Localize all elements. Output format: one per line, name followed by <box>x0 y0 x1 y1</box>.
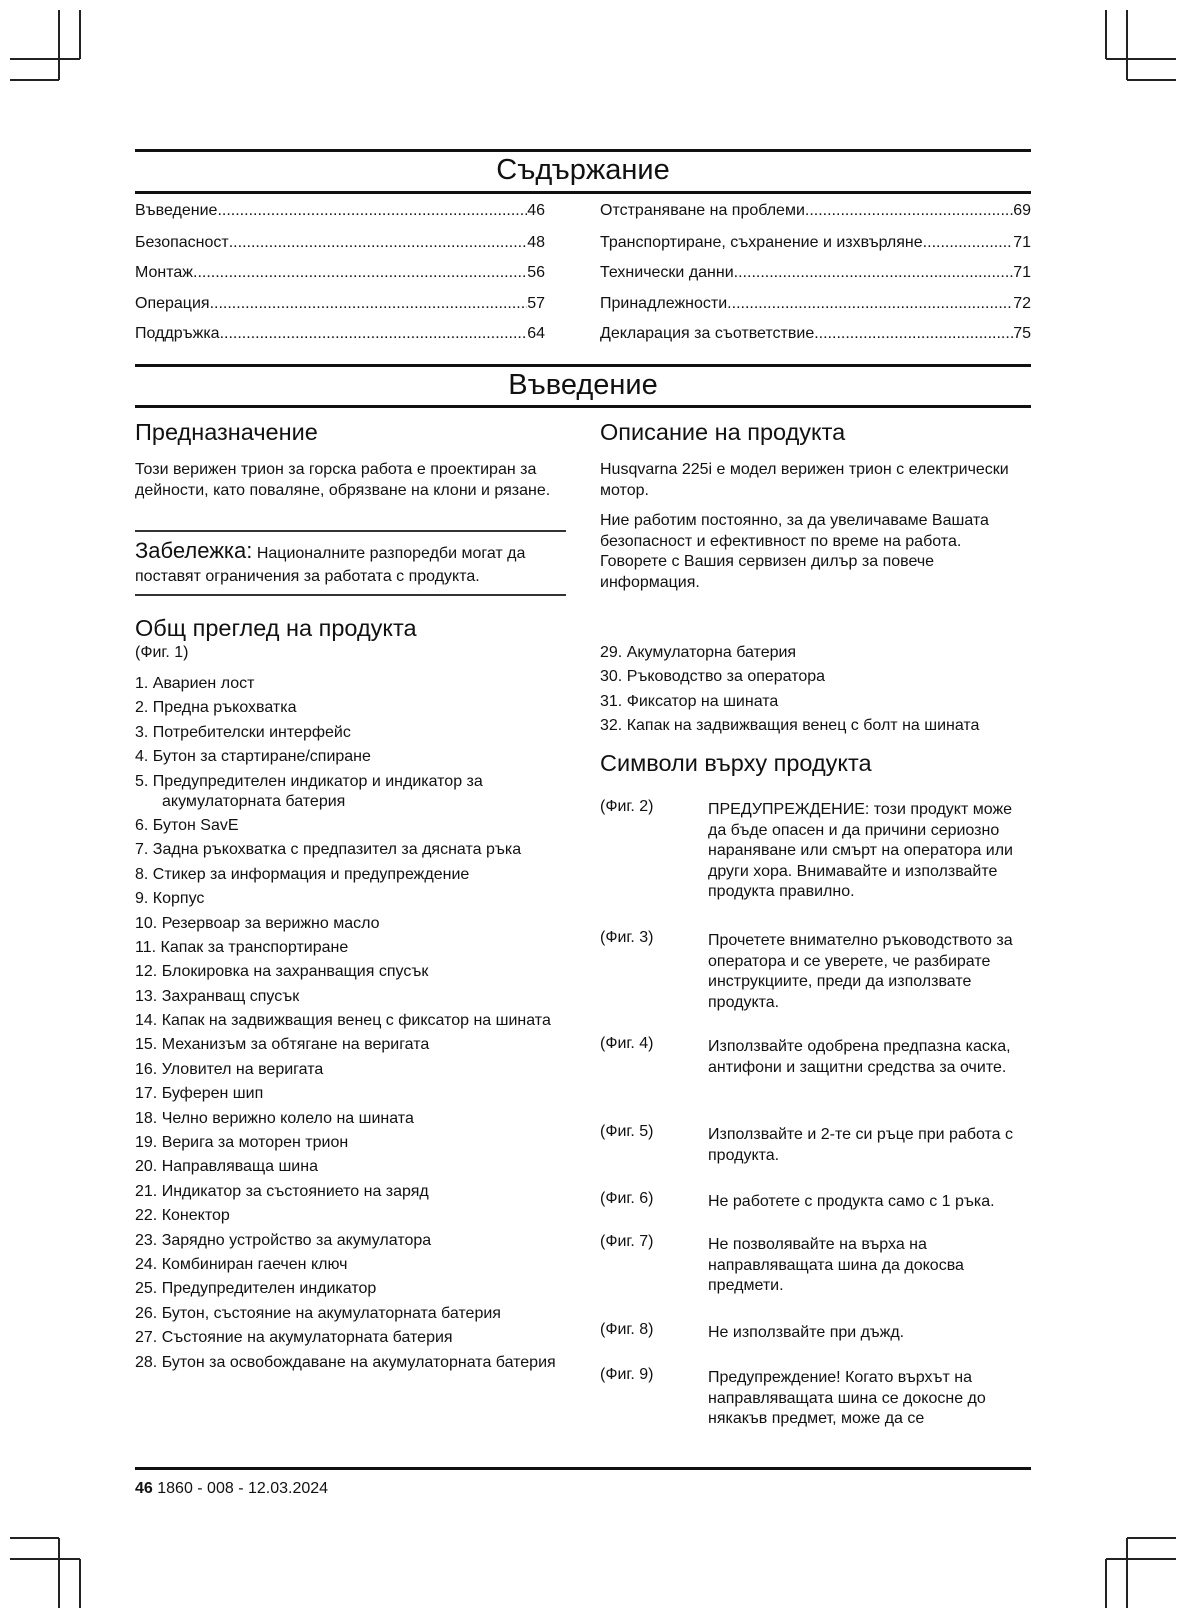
symbol-description: Прочетете внимателно ръководството за оператора и се уверете, че разбирате инструкциите, преди да използвате продукта. <box>708 932 1013 1011</box>
toc-page: 75 <box>1013 325 1031 342</box>
list-item: 23. Зарядно устройство за акумулатора <box>135 1231 432 1249</box>
symbol-fig-ref: (Фиг. 7) <box>600 1233 654 1250</box>
toc-label: Принадлежности <box>600 295 728 312</box>
toc-page: 46 <box>527 202 545 219</box>
symbol-fig-ref: (Фиг. 9) <box>600 1366 654 1383</box>
list-item: 19. Верига за моторен трион <box>135 1134 349 1152</box>
list-item: 1. Авариен лост <box>135 675 255 692</box>
toc-label: Въведение <box>135 202 218 219</box>
toc-entry[interactable] <box>600 264 1031 282</box>
toc-entry[interactable] <box>600 295 1031 313</box>
list-item: 28. Бутон за освобождаване на акумулаторната батерия <box>135 1353 556 1371</box>
list-item: 10. Резервоар за верижно масло <box>135 914 380 932</box>
list-item: 31. Фиксатор на шината <box>600 692 779 710</box>
toc-label: Безопасност <box>135 234 229 251</box>
list-item: 7. Задна ръкохватка с предпазител за дясната ръка <box>135 841 522 859</box>
description-text-1: Husqvarna 225i е модел верижен трион с електрически мотор. <box>600 461 1009 499</box>
symbol-description: Не позволявайте на върха на направляващата шина да докосва предмети. <box>708 1236 964 1294</box>
symbol-description: Не работете с продукта само с 1 ръка. <box>708 1193 995 1210</box>
toc-page: 69 <box>1013 202 1031 219</box>
toc-entry[interactable] <box>600 234 1031 252</box>
parts-list <box>135 674 565 1377</box>
symbol-description: Използвайте и 2-те си ръце при работа с продукта. <box>708 1126 1014 1164</box>
note-text: Националните разпоредби могат да поставят ограничения за работата с продукта. <box>135 545 526 585</box>
list-item: 24. Комбиниран гаечен ключ <box>135 1255 348 1273</box>
list-item: 16. Уловител на веригата <box>135 1060 324 1078</box>
divider <box>135 149 1031 152</box>
list-item: 32. Капак на задвижващия венец с болт на шината <box>600 717 980 735</box>
list-item: 6. Бутон SavE <box>135 816 239 834</box>
toc-label: Отстраняване на проблеми <box>600 202 805 219</box>
fig-reference: (Фиг. 1) <box>135 644 189 661</box>
symbol-entry <box>600 1232 1032 1297</box>
toc-entry[interactable] <box>135 264 545 282</box>
toc-entry[interactable] <box>600 202 1031 220</box>
toc-label: Операция <box>135 295 210 312</box>
toc-label: Поддръжка <box>135 325 220 342</box>
symbol-description: Предупреждение! Когато върхът на направляващата шина се докосне до някакъв предмет, може да се <box>708 1369 986 1427</box>
symbol-fig-ref: (Фиг. 2) <box>600 798 654 815</box>
toc-page: 48 <box>527 234 545 251</box>
divider <box>135 364 1031 367</box>
list-item: 22. Конектор <box>135 1207 230 1225</box>
list-item: 14. Капак на задвижващия венец с фиксатор на шината <box>135 1012 551 1030</box>
symbol-description: ПРЕДУПРЕЖДЕНИЕ: този продукт може да бъде опасен и да причини сериозно нараняване или смърт на оператора или други хора. Внимавайте и използвайте продукта правилно. <box>708 801 1013 900</box>
list-item: 17. Буферен шип <box>135 1085 264 1103</box>
toc-entry[interactable] <box>600 325 1031 343</box>
list-item: 3. Потребителски интерфейс <box>135 723 351 741</box>
symbol-entry <box>600 1320 1032 1344</box>
parts-list-continued <box>600 643 1030 741</box>
description-heading: Описание на продукта <box>600 419 846 445</box>
list-item: 5. Предупредителен индикатор и индикатор за акумулаторната батерия <box>135 772 483 810</box>
symbol-description: Използвайте одобрена предпазна каска, антифони и защитни средства за очите. <box>708 1038 1011 1076</box>
symbol-entry <box>600 1189 1032 1213</box>
toc-page: 71 <box>1013 264 1031 281</box>
purpose-text: Този верижен трион за горска работа е проектиран за дейности, като поваляне, обрязване на клони и рязане. <box>135 461 551 499</box>
note-label: Забележка: <box>135 538 253 563</box>
section-title: Въведение <box>508 369 658 401</box>
list-item: 21. Индикатор за състоянието на заряд <box>135 1182 429 1200</box>
list-item: 2. Предна ръкохватка <box>135 699 297 717</box>
divider <box>135 191 1031 194</box>
note-box <box>135 539 566 588</box>
toc-title: Съдържание <box>496 154 670 186</box>
toc-label: Декларация за съответствие <box>600 325 815 342</box>
symbol-fig-ref: (Фиг. 5) <box>600 1123 654 1140</box>
list-item: 15. Механизъм за обтягане на веригата <box>135 1036 430 1054</box>
toc-label: Монтаж <box>135 264 193 281</box>
purpose-heading: Предназначение <box>135 419 318 445</box>
toc-entry[interactable] <box>135 325 545 343</box>
divider <box>135 1467 1031 1470</box>
divider <box>135 405 1031 408</box>
symbol-description: Не използвайте при дъжд. <box>708 1324 905 1341</box>
symbol-entry <box>600 1365 1032 1430</box>
symbol-entry <box>600 1122 1032 1166</box>
toc-page: 57 <box>527 295 545 312</box>
symbol-fig-ref: (Фиг. 4) <box>600 1035 654 1052</box>
list-item: 9. Корпус <box>135 890 205 908</box>
list-item: 13. Захранващ спусък <box>135 987 300 1005</box>
toc-entry[interactable] <box>135 295 545 313</box>
symbols-heading: Символи върху продукта <box>600 750 872 776</box>
list-item: 26. Бутон, състояние на акумулаторната батерия <box>135 1304 501 1322</box>
symbol-entry <box>600 797 1032 903</box>
symbol-entry <box>600 928 1032 1013</box>
list-item: 20. Направляваща шина <box>135 1158 318 1176</box>
description-text-2: Ние работим постоянно, за да увеличаваме Вашата безопасност и ефективност по време на работа. Говорете с Вашия сервизен дилър за повече информация. <box>600 512 989 591</box>
toc-page: 56 <box>527 264 545 281</box>
list-item: 30. Ръководство за оператора <box>600 668 826 686</box>
toc-page: 72 <box>1013 295 1031 312</box>
symbol-entry <box>600 1034 1032 1078</box>
overview-heading: Общ преглед на продукта <box>135 615 417 641</box>
list-item: 8. Стикер за информация и предупреждение <box>135 865 470 883</box>
list-item: 25. Предупредителен индикатор <box>135 1280 377 1298</box>
list-item: 12. Блокировка на захранващия спусък <box>135 963 429 981</box>
toc-entry[interactable] <box>135 202 545 220</box>
divider <box>135 530 566 532</box>
symbol-fig-ref: (Фиг. 8) <box>600 1321 654 1338</box>
page-number: 46 <box>135 1480 153 1497</box>
list-item: 18. Челно верижно колело на шината <box>135 1109 414 1127</box>
symbol-fig-ref: (Фиг. 6) <box>600 1190 654 1207</box>
toc-label: Технически данни <box>600 264 734 281</box>
list-item: 11. Капак за транспортиране <box>135 938 349 956</box>
toc-label: Транспортиране, съхранение и изхвърляне <box>600 234 923 251</box>
document-id: 1860 - 008 - 12.03.2024 <box>152 1480 329 1497</box>
list-item: 4. Бутон за стартиране/спиране <box>135 748 371 766</box>
toc-page: 71 <box>1013 234 1031 251</box>
toc-entry[interactable] <box>135 234 545 252</box>
list-item: 29. Акумулаторна батерия <box>600 644 797 661</box>
toc-page: 64 <box>527 325 545 342</box>
divider <box>135 594 566 596</box>
list-item: 27. Състояние на акумулаторната батерия <box>135 1329 453 1347</box>
symbol-fig-ref: (Фиг. 3) <box>600 929 654 946</box>
page-footer <box>135 1480 328 1498</box>
